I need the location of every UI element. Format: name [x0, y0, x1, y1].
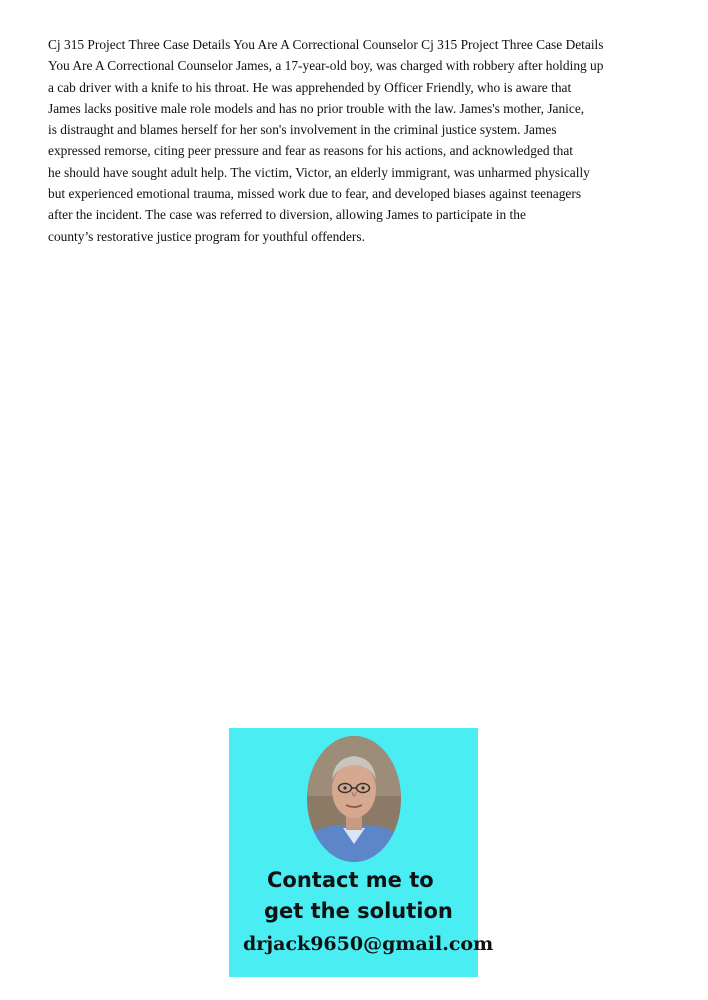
document-line: after the incident. The case was referred to diversion, allowing James to participate in the	[48, 207, 526, 223]
document-line: James lacks positive male role models and has no prior trouble with the law. James's mother, Janice,	[48, 100, 585, 116]
document-line: but experienced emotional trauma, missed work due to fear, and developed biases against teenagers	[48, 186, 582, 202]
contact-heading-line-1: Contact me to	[267, 868, 434, 892]
contact-heading-line-2: get the solution	[264, 899, 453, 923]
document-line: expressed remorse, citing peer pressure and fear as reasons for his actions, and acknowledged that	[48, 143, 574, 159]
person-portrait-icon	[307, 736, 401, 862]
document-line: he should have sought adult help. The victim, Victor, an elderly immigrant, was unharmed physically	[48, 164, 590, 180]
contact-banner[interactable]	[229, 728, 494, 977]
document-line: a cab driver with a knife to his throat. He was apprehended by Officer Friendly, who is aware that	[48, 79, 572, 95]
document-line: is distraught and blames herself for her son's involvement in the criminal justice system. James	[48, 122, 557, 138]
document-line: Cj 315 Project Three Case Details You Are A Correctional Counselor Cj 315 Project Three Case Details	[48, 37, 604, 52]
document-body	[48, 34, 658, 247]
document-line: county’s restorative justice program for youthful offenders.	[48, 228, 365, 244]
contact-email[interactable]: drjack9650@gmail.com	[243, 933, 494, 955]
document-line: You Are A Correctional Counselor James, a 17-year-old boy, was charged with robbery after holding up	[48, 58, 604, 74]
